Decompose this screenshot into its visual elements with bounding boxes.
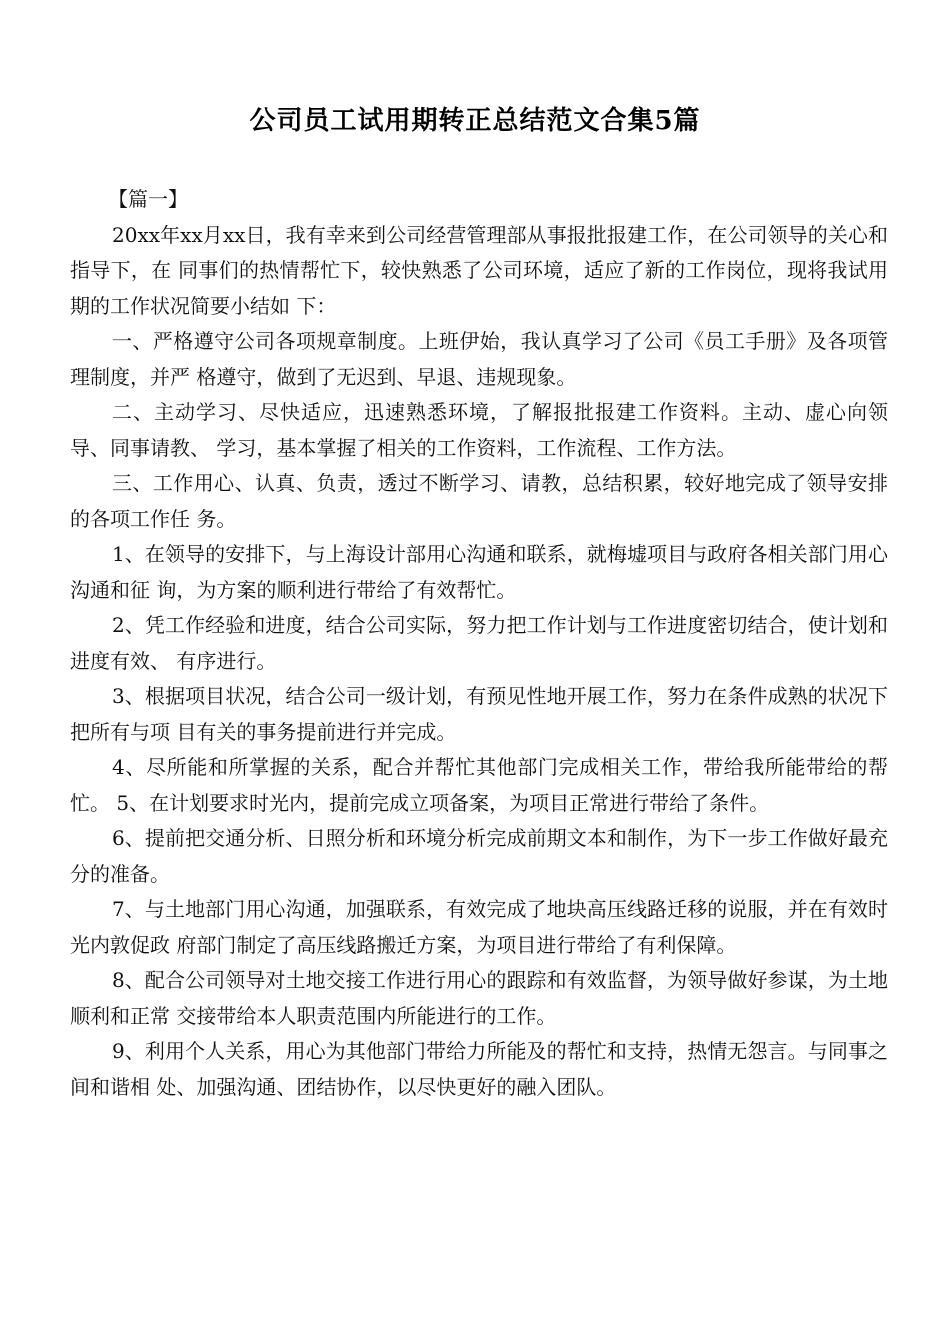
paragraph: 2、凭工作经验和进度，结合公司实际，努力把工作计划与工作进度密切结合，使计划和进度有效、 有序进行。	[70, 613, 888, 673]
paragraph: 7、与土地部门用心沟通，加强联系，有效完成了地块高压线路迁移的说服，并在有效时光内敦促政 府部门制定了高压线路搬迁方案，为项目进行带给了有利保障。	[70, 897, 888, 957]
paragraph: 6、提前把交通分析、日照分析和环境分析完成前期文本和制作，为下一步工作做好最充分的准备。	[70, 826, 888, 886]
paragraph: 1、在领导的安排下，与上海设计部用心沟通和联系，就梅墟项目与政府各相关部门用心沟通和征 询，为方案的顺利进行带给了有效帮忙。	[70, 542, 888, 602]
document-title: 公司员工试用期转正总结范文合集5篇	[249, 106, 701, 136]
paragraph: 三、工作用心、认真、负责，透过不断学习、请教，总结积累，较好地完成了领导安排的各项工作任 务。	[70, 471, 888, 531]
paragraph: 8、配合公司领导对土地交接工作进行用心的跟踪和有效监督，为领导做好参谋，为土地顺利和正常 交接带给本人职责范围内所能进行的工作。	[70, 968, 888, 1028]
document-body	[70, 182, 888, 1105]
paragraph: 一、严格遵守公司各项规章制度。上班伊始，我认真学习了公司《员工手册》及各项管理制度，并严 格遵守，做到了无迟到、早退、违规现象。	[70, 329, 888, 389]
paragraph: 二、主动学习、尽快适应，迅速熟悉环境，了解报批报建工作资料。主动、虚心向领导、同事请教、 学习，基本掌握了相关的工作资料，工作流程、工作方法。	[70, 400, 888, 460]
paragraph: 20xx年xx月xx日，我有幸来到公司经营管理部从事报批报建工作，在公司领导的关心和指导下，在 同事们的热情帮忙下，较快熟悉了公司环境，适应了新的工作岗位，现将我试用期的工作状况简要小结如 下：	[70, 222, 888, 318]
section-label: 【篇一】	[108, 187, 188, 211]
paragraph: 9、利用个人关系，用心为其他部门带给力所能及的帮忙和支持，热情无怨言。与同事之间和谐相 处、加强沟通、团结协作，以尽快更好的融入团队。	[70, 1039, 888, 1099]
paragraph: 4、尽所能和所掌握的关系，配合并帮忙其他部门完成相关工作，带给我所能带给的帮忙。 5、在计划要求时光内，提前完成立项备案，为项目正常进行带给了条件。	[70, 755, 888, 815]
paragraph: 3、根据项目状况，结合公司一级计划，有预见性地开展工作，努力在条件成熟的状况下把所有与项 目有关的事务提前进行并完成。	[70, 684, 888, 744]
